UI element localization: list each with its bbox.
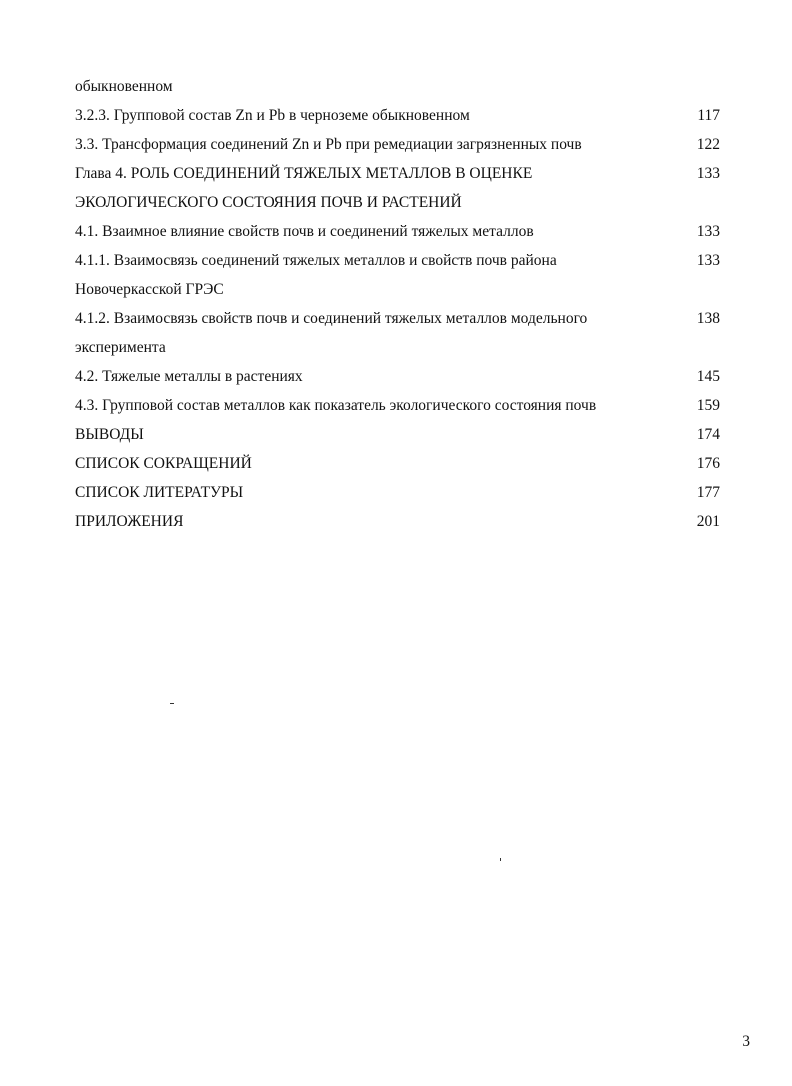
toc-entry — [75, 304, 720, 333]
toc-entry — [75, 420, 720, 449]
toc-entry — [75, 507, 720, 536]
toc-entry — [75, 101, 720, 130]
toc-entry-title: СПИСОК ЛИТЕРАТУРЫ — [75, 484, 244, 501]
toc-entry — [75, 130, 720, 159]
toc-entry — [75, 478, 720, 507]
toc-entry-title: СПИСОК СОКРАЩЕНИЙ — [75, 455, 252, 472]
toc-entry-page: 133 — [696, 165, 720, 182]
toc-entry-title: 4.1.1. Взаимосвязь соединений тяжелых металлов и свойств почв района — [75, 252, 557, 269]
toc-entry — [75, 246, 720, 275]
toc-entry — [75, 391, 720, 420]
toc-entry — [75, 449, 720, 478]
toc-entry-page: 159 — [696, 397, 720, 414]
toc-entry — [75, 72, 720, 101]
toc-entry — [75, 333, 720, 362]
toc-entry — [75, 159, 720, 188]
toc-entry-title: Новочеркасской ГРЭС — [75, 281, 224, 298]
toc-entry-title: 4.1. Взаимное влияние свойств почв и соединений тяжелых металлов — [75, 223, 534, 240]
toc-entry-page: 122 — [696, 136, 720, 153]
toc-entry-page: 117 — [697, 107, 720, 124]
toc-entry-title: ВЫВОДЫ — [75, 426, 144, 443]
toc-entry-title: 3.2.3. Групповой состав Zn и Pb в черноземе обыкновенном — [75, 107, 470, 124]
toc-entry-page: 145 — [696, 368, 720, 385]
toc-entry-page: 176 — [696, 455, 720, 472]
scan-speck — [500, 858, 501, 861]
toc-entry-title: 4.3. Групповой состав металлов как показатель экологического состояния почв — [75, 397, 597, 414]
toc-entry-page: 133 — [696, 223, 720, 240]
table-of-contents — [75, 72, 720, 536]
toc-entry-page: 177 — [696, 484, 720, 501]
toc-entry-title: эксперимента — [75, 339, 166, 356]
toc-entry-title: ЭКОЛОГИЧЕСКОГО СОСТОЯНИЯ ПОЧВ И РАСТЕНИЙ — [75, 194, 462, 211]
toc-entry — [75, 275, 720, 304]
toc-entry-page: 201 — [696, 513, 720, 530]
toc-entry-page: 174 — [696, 426, 720, 443]
scan-speck — [170, 703, 174, 704]
toc-entry-page: 138 — [696, 310, 720, 327]
page-number: 3 — [742, 1033, 750, 1050]
toc-entry-title: 4.1.2. Взаимосвязь свойств почв и соединений тяжелых металлов модельного — [75, 310, 588, 327]
toc-entry-page: 133 — [696, 252, 720, 269]
toc-entry-title: обыкновенном — [75, 78, 173, 95]
toc-entry — [75, 362, 720, 391]
toc-entry — [75, 188, 720, 217]
toc-entry — [75, 217, 720, 246]
toc-entry-title: 3.3. Трансформация соединений Zn и Pb при ремедиации загрязненных почв — [75, 136, 582, 153]
toc-entry-title: 4.2. Тяжелые металлы в растениях — [75, 368, 303, 385]
toc-entry-title: ПРИЛОЖЕНИЯ — [75, 513, 184, 530]
toc-entry-title: Глава 4. РОЛЬ СОЕДИНЕНИЙ ТЯЖЕЛЫХ МЕТАЛЛОВ В ОЦЕНКЕ — [75, 165, 533, 182]
